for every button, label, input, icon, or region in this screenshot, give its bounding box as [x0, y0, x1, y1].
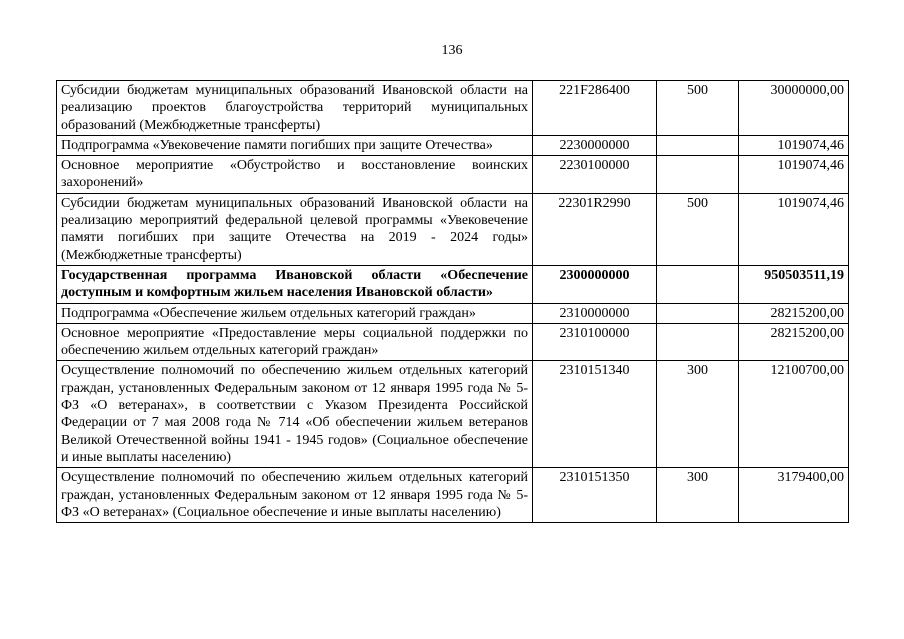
- table-row: [57, 156, 849, 194]
- cell-target-code: 22301R2990: [533, 193, 657, 265]
- table-row: [57, 193, 849, 265]
- cell-amount: 1019074,46: [739, 135, 849, 155]
- cell-target-code: 221F286400: [533, 81, 657, 136]
- cell-expense-type: 300: [657, 361, 739, 468]
- cell-amount: 12100700,00: [739, 361, 849, 468]
- table-row: [57, 468, 849, 523]
- table-row: [57, 265, 849, 303]
- cell-name: Подпрограмма «Обеспечение жильем отдельных категорий граждан»: [57, 303, 533, 323]
- cell-target-code: 2230000000: [533, 135, 657, 155]
- cell-target-code: 2310100000: [533, 323, 657, 361]
- table-row: [57, 361, 849, 468]
- cell-name: Основное мероприятие «Обустройство и восстановление воинских захоронений»: [57, 156, 533, 194]
- cell-amount: 950503511,19: [739, 265, 849, 303]
- cell-target-code: 2310000000: [533, 303, 657, 323]
- cell-expense-type: [657, 303, 739, 323]
- cell-amount: 28215200,00: [739, 323, 849, 361]
- cell-name: Подпрограмма «Увековечение памяти погибших при защите Отечества»: [57, 135, 533, 155]
- cell-name: Субсидии бюджетам муниципальных образований Ивановской области на реализацию мероприятий федеральной целевой программы «Увековечение памяти погибших при защите Отечества на 2019 - 2024 годы» (Межбюджетные трансферты): [57, 193, 533, 265]
- cell-name: Осуществление полномочий по обеспечению жильем отдельных категорий граждан, установленных Федеральным законом от 12 января 1995 года № 5-ФЗ «О ветеранах» (Социальное обеспечение и иные выплаты населению): [57, 468, 533, 523]
- cell-expense-type: 500: [657, 81, 739, 136]
- table-row: [57, 81, 849, 136]
- cell-target-code: 2230100000: [533, 156, 657, 194]
- cell-expense-type: 500: [657, 193, 739, 265]
- table-row: [57, 323, 849, 361]
- cell-amount: 3179400,00: [739, 468, 849, 523]
- cell-expense-type: [657, 323, 739, 361]
- cell-name: Основное мероприятие «Предоставление меры социальной поддержки по обеспечению жильем отдельных категорий граждан»: [57, 323, 533, 361]
- cell-expense-type: [657, 265, 739, 303]
- cell-expense-type: 300: [657, 468, 739, 523]
- cell-amount: 1019074,46: [739, 156, 849, 194]
- cell-amount: 30000000,00: [739, 81, 849, 136]
- cell-amount: 28215200,00: [739, 303, 849, 323]
- budget-table: [56, 80, 849, 523]
- cell-amount: 1019074,46: [739, 193, 849, 265]
- cell-name: Осуществление полномочий по обеспечению жильем отдельных категорий граждан, установленных Федеральным законом от 12 января 1995 года № 5-ФЗ «О ветеранах», в соответствии с Указом Президента Российской Федерации от 7 мая 2008 года № 714 «Об обеспечении жильем ветеранов Великой Отечественной войны 1941 - 1945 годов» (Социальное обеспечение и иные выплаты населению): [57, 361, 533, 468]
- cell-name: Государственная программа Ивановской области «Обеспечение доступным и комфортным жильем населения Ивановской области»: [57, 265, 533, 303]
- cell-name: Субсидии бюджетам муниципальных образований Ивановской области на реализацию проектов благоустройства территорий муниципальных образований (Межбюджетные трансферты): [57, 81, 533, 136]
- cell-target-code: 2300000000: [533, 265, 657, 303]
- table-row: [57, 135, 849, 155]
- cell-expense-type: [657, 135, 739, 155]
- cell-target-code: 2310151340: [533, 361, 657, 468]
- table-row: [57, 303, 849, 323]
- page-number: 136: [441, 43, 463, 58]
- cell-target-code: 2310151350: [533, 468, 657, 523]
- budget-table-body: [57, 81, 849, 523]
- cell-expense-type: [657, 156, 739, 194]
